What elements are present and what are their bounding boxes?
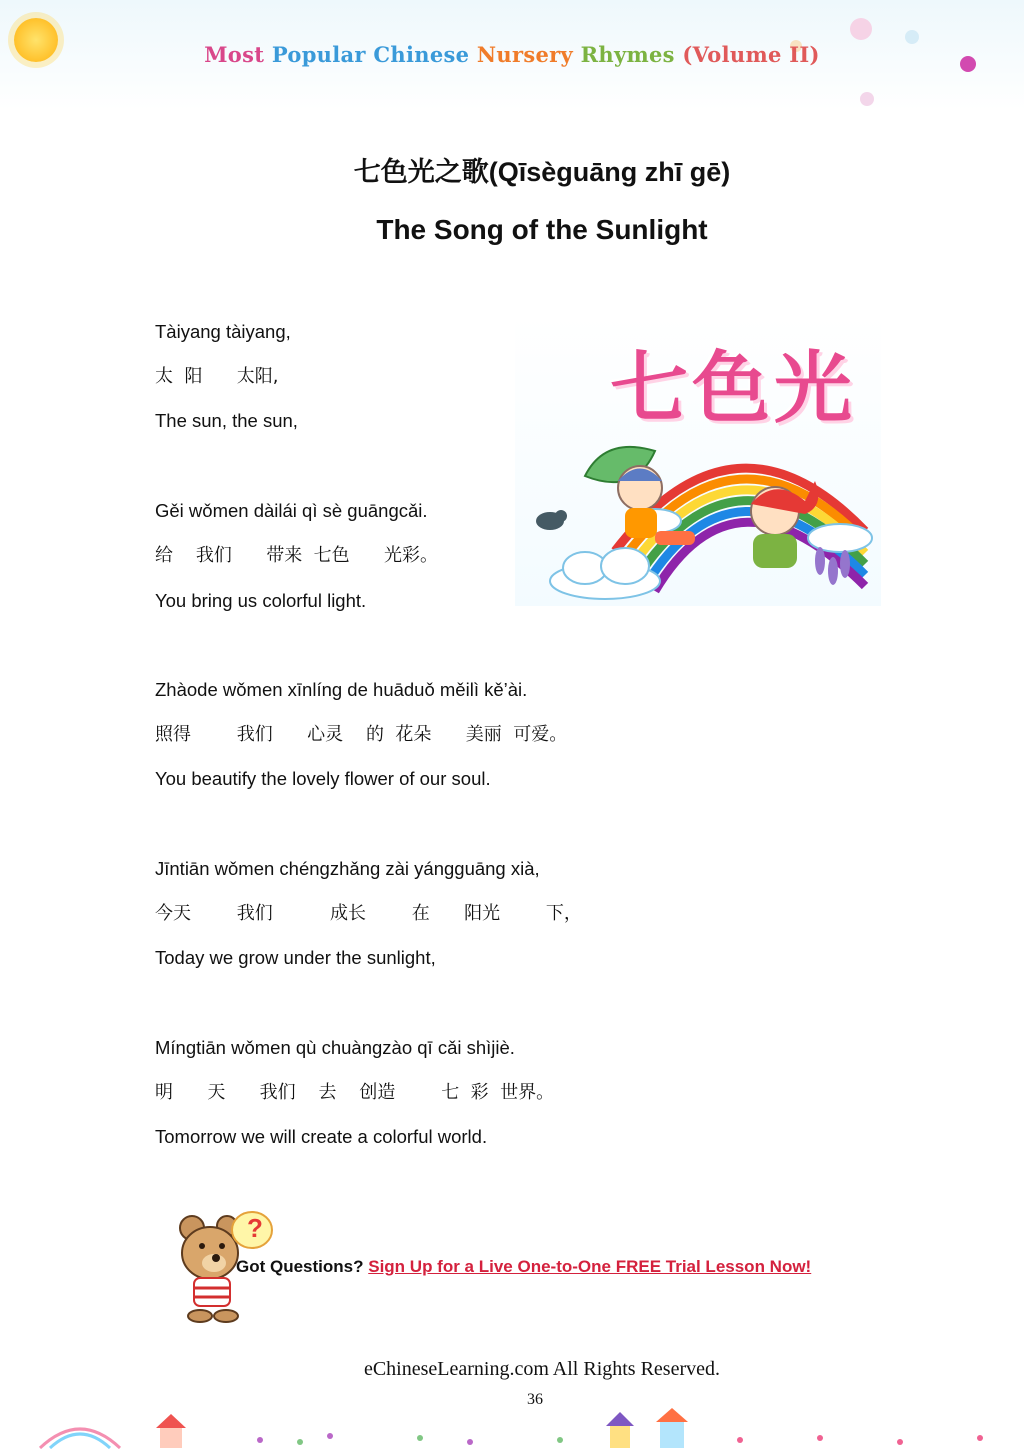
trial-lesson-link[interactable]: Sign Up for a Live One-to-One FREE Trial Lesson Now! <box>368 1257 812 1276</box>
banner-word: (Volume II) <box>682 42 820 67</box>
verse-1-english: The sun, the sun, <box>155 410 298 431</box>
verse-2-pinyin: Gěi wǒmen dàilái qì sè guāngcǎi. <box>155 500 428 521</box>
verse-4-pinyin: Jīntiān wǒmen chéngzhǎng zài yángguāng xià, <box>155 858 540 879</box>
verse-3-pinyin: Zhàode wǒmen xīnlíng de huāduǒ měilì kě’ài. <box>155 679 528 700</box>
cta-question: Got Questions? <box>236 1257 364 1276</box>
verse-1-pinyin: Tàiyang tàiyang, <box>155 321 291 342</box>
banner-word: Nursery <box>476 42 573 67</box>
banner-word: Most <box>204 42 265 67</box>
question-mark-icon: ? <box>247 1213 263 1243</box>
banner-word: Rhymes <box>580 42 675 67</box>
verse-5-pinyin: Míngtiān wǒmen qù chuàngzào qī cǎi shìjiè. <box>155 1037 515 1058</box>
banner-word: Chinese <box>373 42 470 67</box>
footer-decoration-icon <box>0 1400 1024 1449</box>
rainbow-illustration <box>515 316 881 606</box>
banner-title <box>0 42 1024 67</box>
rights-text: eChineseLearning.com All Rights Reserved. <box>363 1358 721 1380</box>
verse-2-english: You bring us colorful light. <box>155 590 367 611</box>
verse-3-hanzi: 照得 我们 心灵 的 花朵 美丽 可爱。 <box>155 724 568 745</box>
song-title-chinese: 七色光之歌(Qīsèguāng zhī gē) <box>353 157 731 187</box>
song-title-english: The Song of the Sunlight <box>376 214 708 245</box>
bubble-decoration <box>850 18 872 40</box>
banner-word: Popular <box>271 42 366 67</box>
verse-2-hanzi: 给 我们 带来 七色 光彩。 <box>155 545 438 566</box>
cta-line <box>236 1257 811 1277</box>
verse-5-english: Tomorrow we will create a colorful world. <box>155 1126 488 1147</box>
verse-4-hanzi: 今天 我们 成长 在 阳光 下， <box>155 903 582 924</box>
bubble-decoration <box>860 92 874 106</box>
verse-1-hanzi: 太 阳 太阳, <box>155 366 279 387</box>
verse-4-english: Today we grow under the sunlight, <box>155 947 436 968</box>
verse-3-english: You beautify the lovely flower of our soul. <box>155 768 491 789</box>
page-number: 36 <box>527 1391 543 1408</box>
illustration-title: 七色光 <box>610 344 857 434</box>
verse-5-hanzi: 明 天 我们 去 创造 七 彩 世界。 <box>155 1082 555 1103</box>
